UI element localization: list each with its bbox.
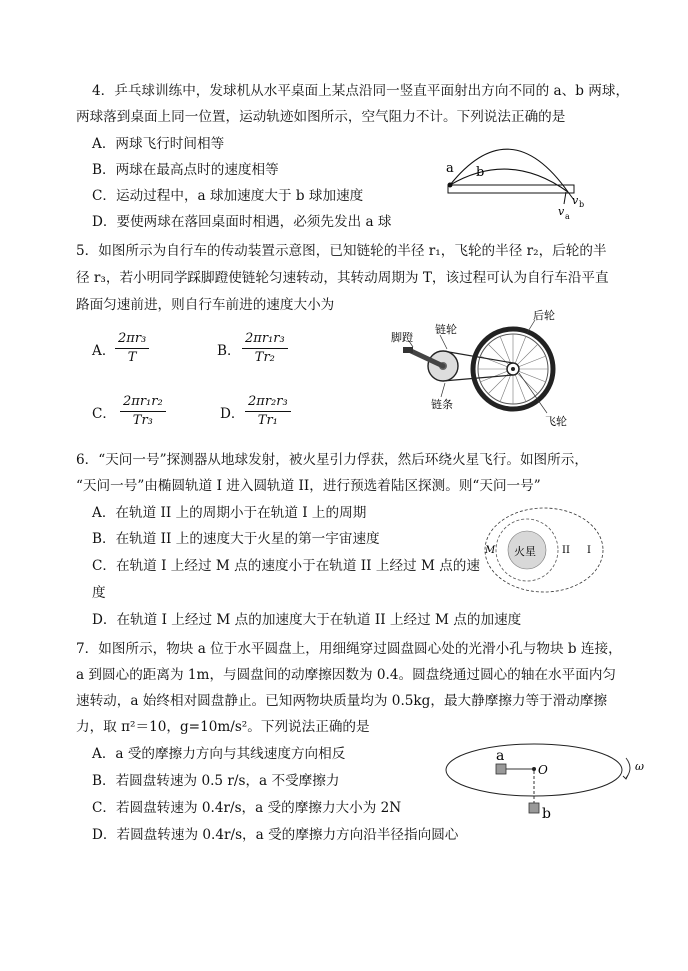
q4-label-vb: v xyxy=(572,194,579,207)
q4-velocity-a-arrow xyxy=(564,192,566,204)
q4-label-vb-sub: b xyxy=(579,200,585,209)
q4-option-c: C．运动过程中，a 球加速度大于 b 球加速度 xyxy=(92,188,364,204)
q4-label-va: v xyxy=(558,205,565,218)
q5-option-b-fraction xyxy=(242,331,288,366)
q4-stem-line2: 两球落到桌面上同一位置，运动轨迹如图所示，空气阻力不计。下列说法正确的是 xyxy=(76,109,566,125)
q5-option-d-fraction xyxy=(245,394,291,429)
q6-stem-line2: “天问一号”由椭圆轨道 I 进入圆轨道 II，进行预选着陆区探测。则“天问一号” xyxy=(76,478,541,494)
q4-option-a: A．两球飞行时间相等 xyxy=(92,136,225,152)
q7-block-b xyxy=(529,803,539,813)
q6-option-d: D．在轨道 I 上经过 M 点的加速度大于在轨道 II 上经过 M 点的加速度 xyxy=(92,612,522,628)
q7-label-a: a xyxy=(496,748,505,764)
q7-block-a xyxy=(496,764,506,774)
q5-label-rear-wheel: 后轮 xyxy=(533,309,555,322)
q5-rear-hub xyxy=(511,367,515,371)
q6-option-c-line2: 度 xyxy=(92,585,106,601)
q4-stem-line1: 4．乒乓球训练中，发球机从水平桌面上某点沿同一竖直平面射出方向不同的 a、b 两球， xyxy=(92,83,630,99)
q5-label-chain: 链条 xyxy=(431,398,453,411)
q5-option-a-numerator: 2πr₃ xyxy=(115,331,149,349)
q5-option-c-fraction xyxy=(120,394,166,429)
q4-label-b: b xyxy=(476,165,485,180)
q7-option-b: B．若圆盘转速为 0.5 r/s，a 不受摩擦力 xyxy=(92,773,340,789)
q4-label-va-sub: a xyxy=(565,212,570,221)
q6-option-b: B．在轨道 II 上的速度大于火星的第一宇宙速度 xyxy=(92,531,380,547)
q4-option-d: D．要使两球在落回桌面时相遇，必须先发出 a 球 xyxy=(92,214,392,230)
q6-label-orbit1: I xyxy=(587,545,591,556)
q5-stem-line3: 路面匀速前进，则自行车前进的速度大小为 xyxy=(76,297,335,313)
q6-option-a: A．在轨道 II 上的周期小于在轨道 I 上的周期 xyxy=(92,505,367,521)
q5-label-flywheel: 飞轮 xyxy=(545,415,567,428)
q6-label-m: M xyxy=(485,545,496,556)
q4-launch-point xyxy=(448,183,453,188)
q7-disk-figure xyxy=(440,738,655,823)
q5-stem-line2: 径 r₃，若小明同学踩脚蹬使链轮匀速转动，其转动周期为 T，该过程可认为自行车沿平直 xyxy=(76,270,609,286)
q5-option-d-denominator: Tr₁ xyxy=(257,413,278,428)
q7-label-omega: ω xyxy=(635,760,644,773)
q5-option-b-denominator: Tr₂ xyxy=(254,350,275,365)
q7-label-b: b xyxy=(542,806,551,822)
q7-option-d: D．若圆盘转速为 0.4r/s，a 受的摩擦力方向沿半径指向圆心 xyxy=(92,827,459,843)
q7-stem-line2: a 到圆心的距离为 1m，与圆盘间的动摩擦因数为 0.4。圆盘绕通过圆心的轴在水平面内匀 xyxy=(76,667,617,683)
q4-option-b: B．两球在最高点时的速度相等 xyxy=(92,162,279,178)
q5-option-c-denominator: Tr₃ xyxy=(132,413,153,428)
q5-option-a-label: A． xyxy=(92,343,116,359)
q5-pedal xyxy=(403,347,413,353)
q7-option-a: A．a 受的摩擦力方向与其线速度方向相反 xyxy=(92,746,346,762)
q7-center-hole xyxy=(532,767,536,771)
q5-option-d-label: D． xyxy=(220,406,245,422)
q5-bicycle-drive-figure xyxy=(385,305,590,430)
q5-label-pedal: 脚蹬 xyxy=(391,331,413,344)
q4-trajectory-b xyxy=(450,169,568,192)
q5-option-d-numerator: 2πr₂r₃ xyxy=(245,394,291,412)
q5-option-b-label: B． xyxy=(217,343,241,359)
q7-option-c: C．若圆盘转速为 0.4r/s，a 受的摩擦力大小为 2N xyxy=(92,800,402,816)
q4-table-surface xyxy=(448,185,574,193)
q7-stem-line1: 7．如图所示，物块 a 位于水平圆盘上，用细绳穿过圆盘圆心处的光滑小孔与物块 b 连接， xyxy=(76,641,622,657)
q7-label-o: O xyxy=(538,763,548,777)
q5-option-c-label: C． xyxy=(92,406,116,422)
q5-option-a-denominator: T xyxy=(127,350,137,365)
q5-option-b-numerator: 2πr₁r₃ xyxy=(242,331,288,349)
q6-orbit-figure xyxy=(480,500,610,600)
q4-trajectory-figure xyxy=(440,140,590,225)
q6-stem-line1: 6．“天问一号”探测器从地球发射，被火星引力俘获，然后环绕火星飞行。如图所示， xyxy=(76,452,588,468)
q6-label-mars: 火星 xyxy=(514,545,536,558)
q5-stem-line1: 5．如图所示为自行车的传动装置示意图，已知链轮的半径 r₁，飞轮的半径 r₂，后轮的半 xyxy=(76,243,607,259)
q5-label-chainring: 链轮 xyxy=(435,323,457,336)
q5-option-a-fraction xyxy=(115,331,149,366)
q6-option-c-line1: C．在轨道 I 上经过 M 点的速度小于在轨道 II 上经过 M 点的速 xyxy=(92,558,480,574)
q4-label-a: a xyxy=(446,161,454,176)
q7-stem-line3: 速转动，a 始终相对圆盘静止。已知两物块质量均为 0.5kg，最大静摩擦力等于滑动摩擦 xyxy=(76,693,608,709)
q4-trajectory-a xyxy=(450,149,568,192)
q5-option-c-numerator: 2πr₁r₂ xyxy=(120,394,166,412)
q7-stem-line4: 力，取 π²＝10，g=10m/s²。下列说法正确的是 xyxy=(76,719,370,735)
q6-label-orbit2: II xyxy=(562,545,570,556)
